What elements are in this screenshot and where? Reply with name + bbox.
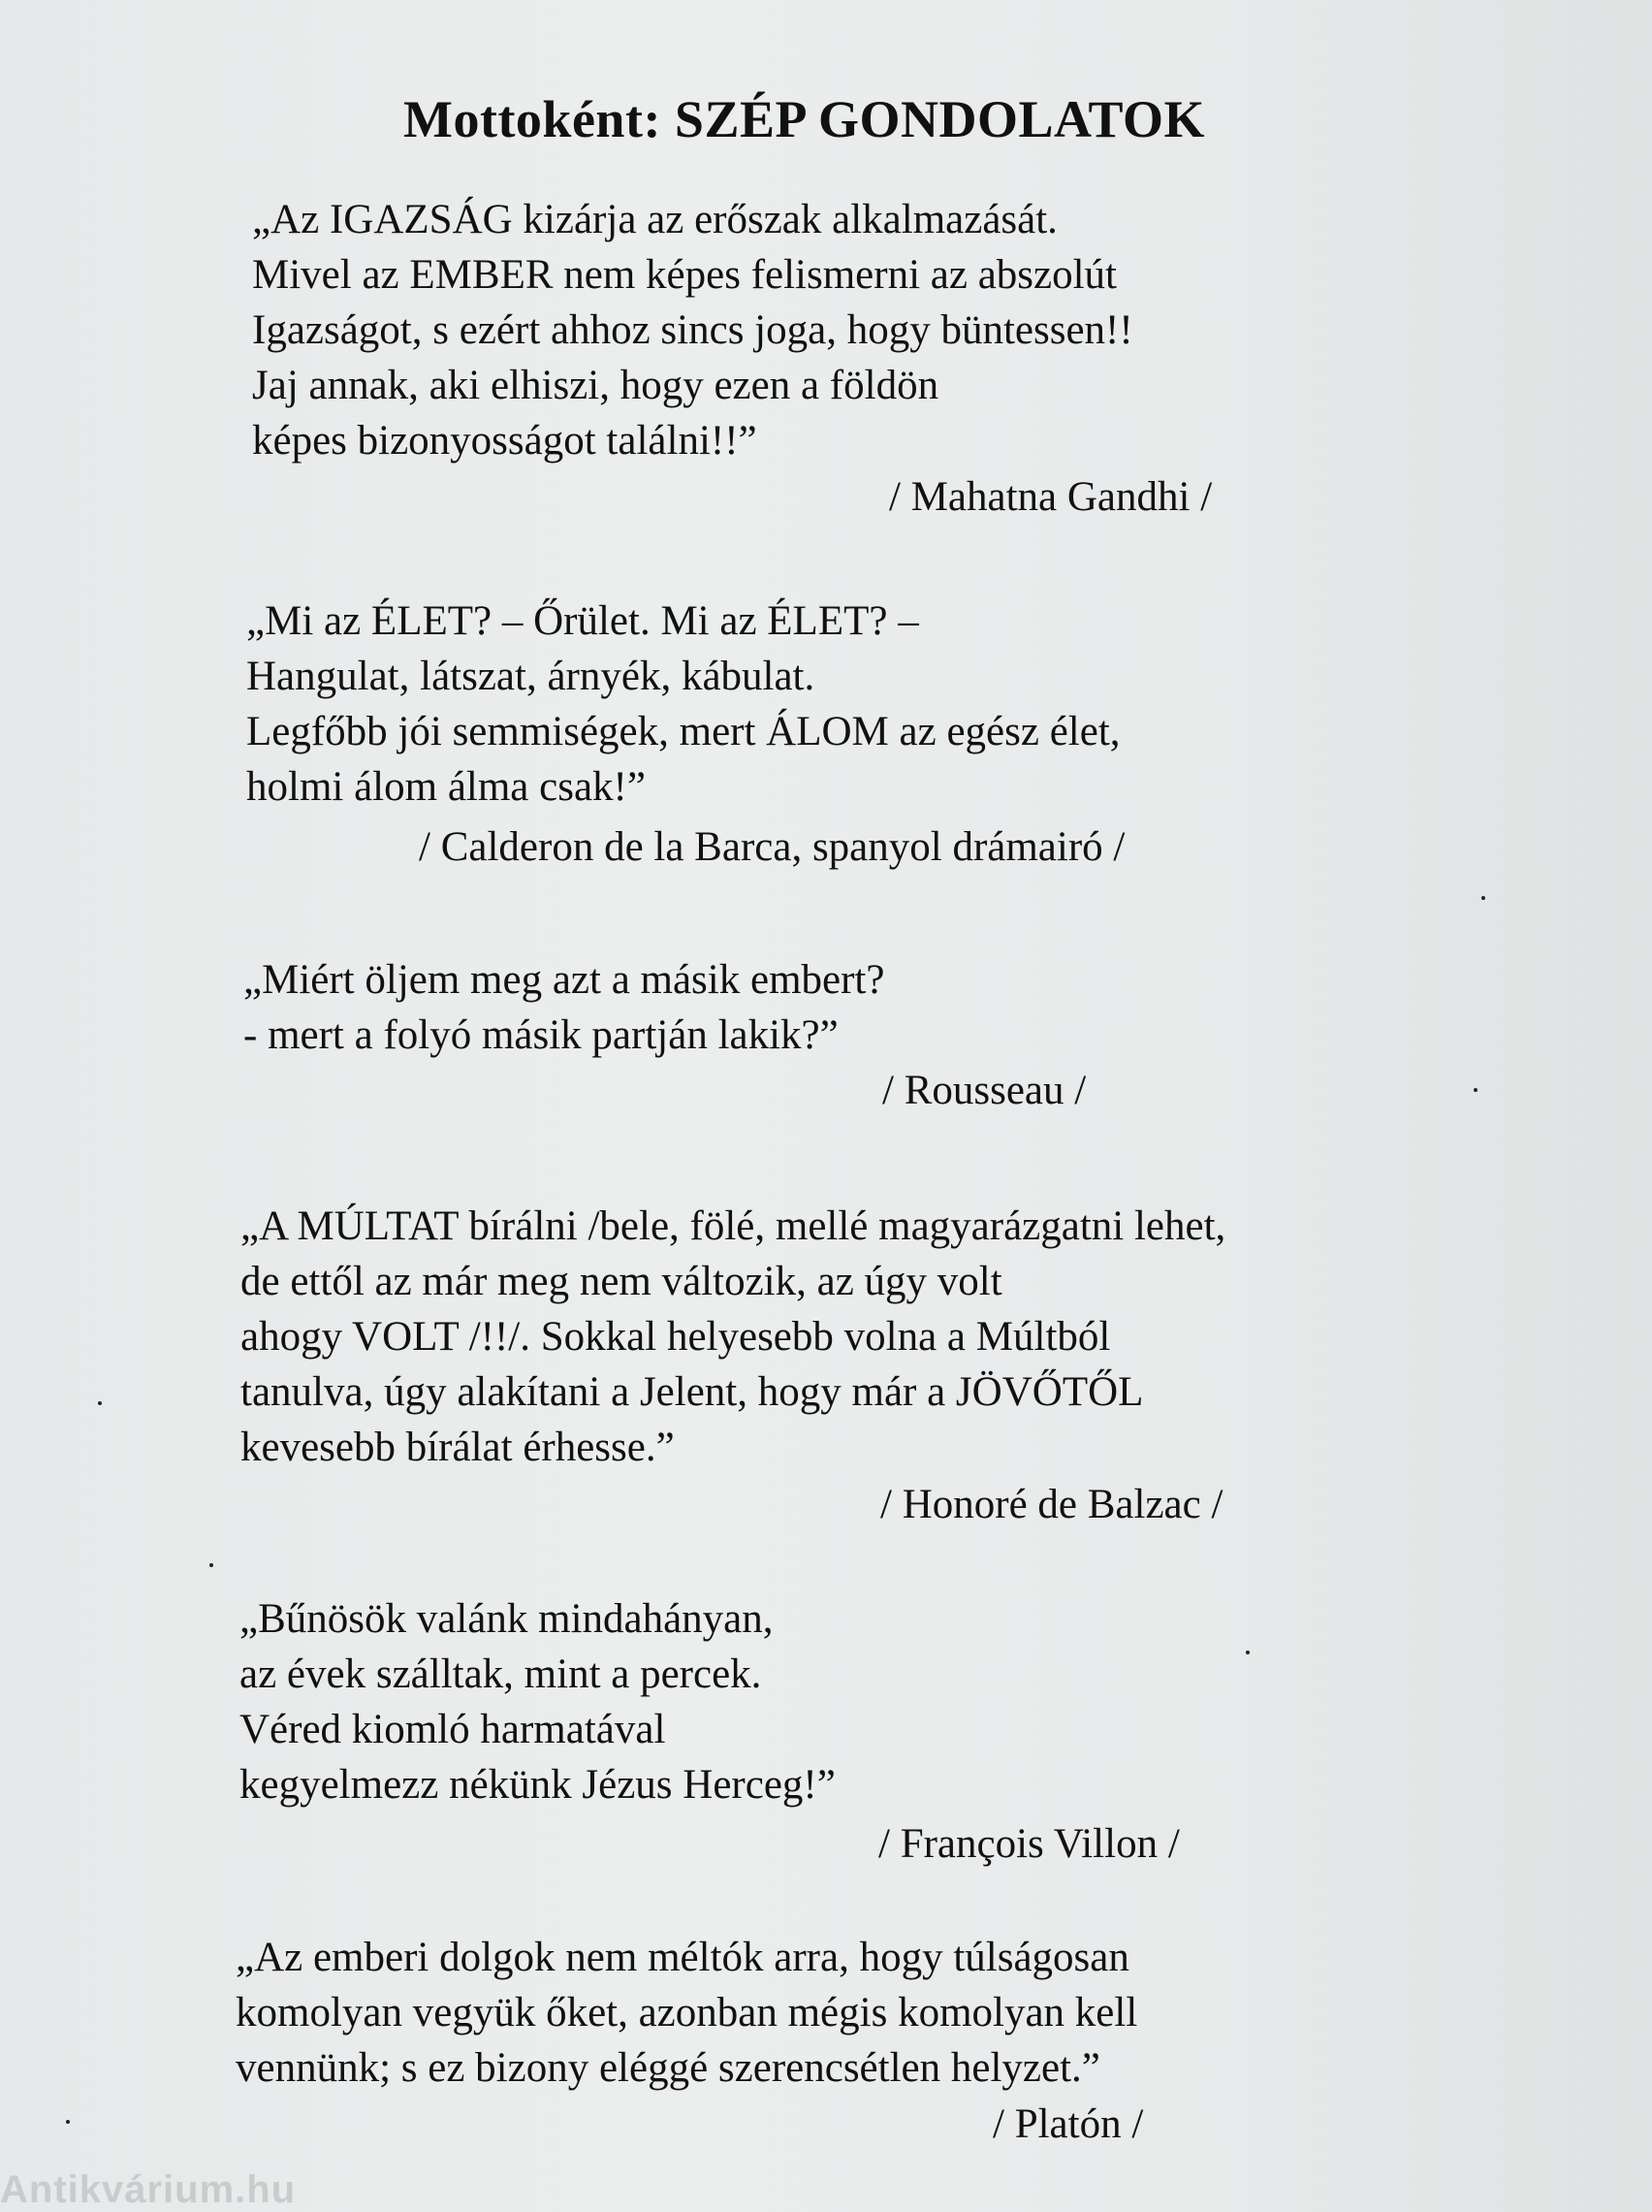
quote-3: [243, 952, 884, 1063]
quote-2-attribution: / Calderon de la Barca, spanyol drámairó /: [419, 824, 1126, 870]
quote-line: „Bűnösök valánk mindahányan,: [239, 1596, 774, 1642]
quote-1: [252, 192, 1133, 468]
quote-line: de ettől az már meg nem változik, az úgy volt: [240, 1259, 1002, 1304]
quote-6: [236, 1930, 1137, 2096]
watermark: Antikvárium.hu: [0, 2168, 297, 2211]
page-title: Mottoként: SZÉP GONDOLATOK: [403, 90, 1206, 148]
quote-line: Mivel az EMBER nem képes felismerni az abszolút: [252, 252, 1117, 298]
quote-3-attribution: / Rousseau /: [882, 1068, 1087, 1113]
quote-line: Véred kiomló harmatával: [239, 1707, 666, 1752]
quote-line: tanulva, úgy alakítani a Jelent, hogy már a JÖVŐTŐL: [240, 1369, 1144, 1415]
quote-line: - mert a folyó másik partján lakik?”: [243, 1012, 839, 1058]
quote-line: „A MÚLTAT bírálni /bele, fölé, mellé magyarázgatni lehet,: [240, 1203, 1226, 1249]
quote-line: Legfőbb jói semmiségek, mert ÁLOM az egész élet,: [246, 709, 1121, 754]
scan-speck: [1474, 1088, 1477, 1092]
quote-line: „Mi az ÉLET? – Őrület. Mi az ÉLET? –: [246, 598, 919, 644]
scan-speck: [209, 1563, 213, 1567]
quote-1-attribution: / Mahatna Gandhi /: [889, 474, 1213, 520]
quote-line: „Az emberi dolgok nem méltók arra, hogy túlságosan: [236, 1935, 1129, 1980]
quote-line: kevesebb bírálat érhesse.”: [240, 1425, 675, 1470]
quote-4: [240, 1199, 1225, 1475]
quote-line: Igazságot, s ezért ahhoz sincs joga, hogy büntessen!!: [252, 307, 1133, 353]
quote-line: holmi álom álma csak!”: [246, 764, 646, 810]
quote-line: vennünk; s ez bizony eléggé szerencsétlen helyzet.”: [236, 2045, 1100, 2091]
quote-line: „Az IGAZSÁG kizárja az erőszak alkalmazását.: [252, 197, 1058, 242]
quote-line: kegyelmezz nékünk Jézus Herceg!”: [239, 1762, 836, 1808]
quote-line: képes bizonyosságot találni!!”: [252, 418, 757, 464]
quote-line: Hangulat, látszat, árnyék, kábulat.: [246, 654, 815, 699]
scan-speck: [1246, 1651, 1250, 1654]
quote-5: [239, 1591, 836, 1812]
quote-line: „Miért öljem meg azt a másik embert?: [243, 957, 885, 1003]
quote-line: az évek szálltak, mint a percek.: [239, 1651, 762, 1697]
quote-line: ahogy VOLT /!!/. Sokkal helyesebb volna a Múltból: [240, 1314, 1111, 1360]
quote-line: komolyan vegyük őket, azonban mégis komolyan kell: [236, 1990, 1138, 2036]
scan-speck: [98, 1401, 102, 1405]
scan-speck: [1481, 896, 1485, 900]
quote-6-attribution: / Platón /: [993, 2101, 1144, 2147]
quote-5-attribution: / François Villon /: [878, 1821, 1180, 1867]
quote-2: [246, 593, 1121, 815]
scan-speck: [66, 2120, 70, 2124]
quote-4-attribution: / Honoré de Balzac /: [880, 1482, 1223, 1527]
quote-line: Jaj annak, aki elhiszi, hogy ezen a földön: [252, 363, 939, 408]
